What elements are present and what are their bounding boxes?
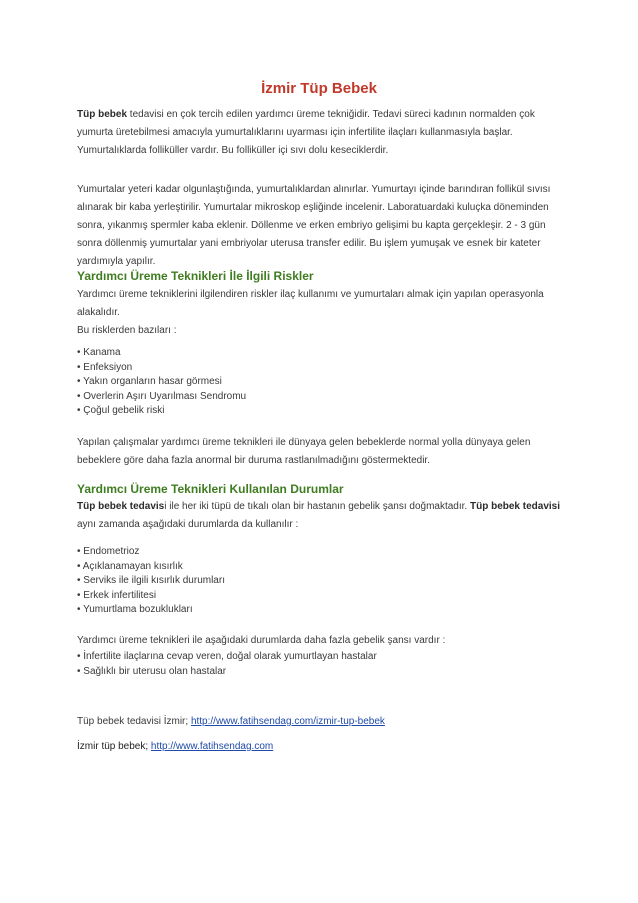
link-line-2 xyxy=(77,738,567,756)
risks-list xyxy=(77,346,567,419)
link-label-2: İzmir tüp bebek; xyxy=(77,741,151,752)
conditions-text-1: i ile her iki tüpü de tıkalı olan bir hastanın gebelik şansı doğmaktadır. xyxy=(164,501,470,512)
risks-section xyxy=(77,286,567,340)
list-item: • Çoğul gebelik riski xyxy=(77,404,567,419)
risks-closing xyxy=(77,434,567,470)
intro-text: tedavisi en çok tercih edilen yardımcı üreme tekniğidir. Tedavi süreci kadının normalden çok yumurta üretebilmesi amacıyla yumurtalıklarını uyarması için infertilite ilaçları kullanmasıyla başlar. Yumurtalıklarda folliküller vardır. Bu folliküller içi sıvı dolu keseciklerdir. xyxy=(77,109,535,156)
list-item: • İnfertilite ilaçlarına cevap veren, doğal olarak yumurtlayan hastalar xyxy=(77,650,567,665)
link-line-1 xyxy=(77,713,567,731)
risks-list-block xyxy=(77,346,567,419)
risks-lead: Bu risklerden bazıları : xyxy=(77,325,177,336)
conditions-intro xyxy=(77,498,567,534)
risks-closing-text: Yapılan çalışmalar yardımcı üreme teknikleri ile dünyaya gelen bebeklerde normal yolla dünyaya gelen bebeklere göre daha fazla anormal bir duruma rastlanılmadığını göstermektedir. xyxy=(77,437,531,466)
link-label-1: Tüp bebek tedavisi İzmir; xyxy=(77,716,191,727)
conditions-more-list xyxy=(77,650,567,679)
list-item: • Yakın organların hasar görmesi xyxy=(77,375,567,390)
list-item: • Enfeksiyon xyxy=(77,361,567,376)
conditions-list xyxy=(77,545,567,618)
conditions-bold-1: Tüp bebek tedavis xyxy=(77,501,165,512)
intro-lead-bold: Tüp bebek xyxy=(77,109,128,120)
intro-paragraph-2 xyxy=(77,181,567,271)
conditions-bold-2: Tüp bebek tedavisi xyxy=(469,501,561,512)
list-item: • Erkek infertilitesi xyxy=(77,589,567,604)
list-item: • Serviks ile ilgili kısırlık durumları xyxy=(77,574,567,589)
conditions-text-2: aynı zamanda aşağıdaki durumlarda da kullanılır : xyxy=(77,519,299,530)
fatihsendag-link[interactable]: http://www.fatihsendag.com xyxy=(150,741,274,752)
list-item: • Açıklanamayan kısırlık xyxy=(77,560,567,575)
intro-text-2: Yumurtalar yeteri kadar olgunlaştığında, yumurtalıklardan alınırlar. Yumurtayı içinde barındıran follikül sıvısı alınarak bir kaba yerleştirilir. Yumurtalar mikroskop eşliğinde incelenir. Laboratuardaki kuluçka döneminden sonra, yıkanmış spermler kaba eklenir. Döllenme ve erken embriyo gelişimi bu kapta gerçekleşir. 2 - 3 gün sonra döllenmiş yumurtalar yani embriyolar uterusa transfer edilir. Bu işlem yumuşak ve esnek bir kateter yardımıyla yapılır. xyxy=(77,184,551,267)
conditions-heading: Yardımcı Üreme Teknikleri Kullanılan Durumlar xyxy=(77,482,344,496)
conditions-more xyxy=(77,632,567,679)
list-item: • Kanama xyxy=(77,346,567,361)
izmir-tup-bebek-link[interactable]: http://www.fatihsendag.com/izmir-tup-bebek xyxy=(190,716,385,727)
page-title: İzmir Tüp Bebek xyxy=(261,80,377,97)
intro-paragraph-1 xyxy=(77,106,567,160)
list-item: • Overlerin Aşırı Uyarılması Sendromu xyxy=(77,390,567,405)
list-item: • Sağlıklı bir uterusu olan hastalar xyxy=(77,665,567,680)
risks-intro: Yardımcı üreme tekniklerini ilgilendiren riskler ilaç kullanımı ve yumurtaları almak için yapılan operasyonla alakalıdır. xyxy=(77,289,544,318)
list-item: • Yumurtlama bozuklukları xyxy=(77,603,567,618)
conditions-more-intro: Yardımcı üreme teknikleri ile aşağıdaki durumlarda daha fazla gebelik şansı vardır : xyxy=(77,635,446,646)
list-item: • Endometrioz xyxy=(77,545,567,560)
risks-heading: Yardımcı Üreme Teknikleri İle İlgili Riskler xyxy=(77,269,314,283)
conditions-list-block xyxy=(77,545,567,618)
